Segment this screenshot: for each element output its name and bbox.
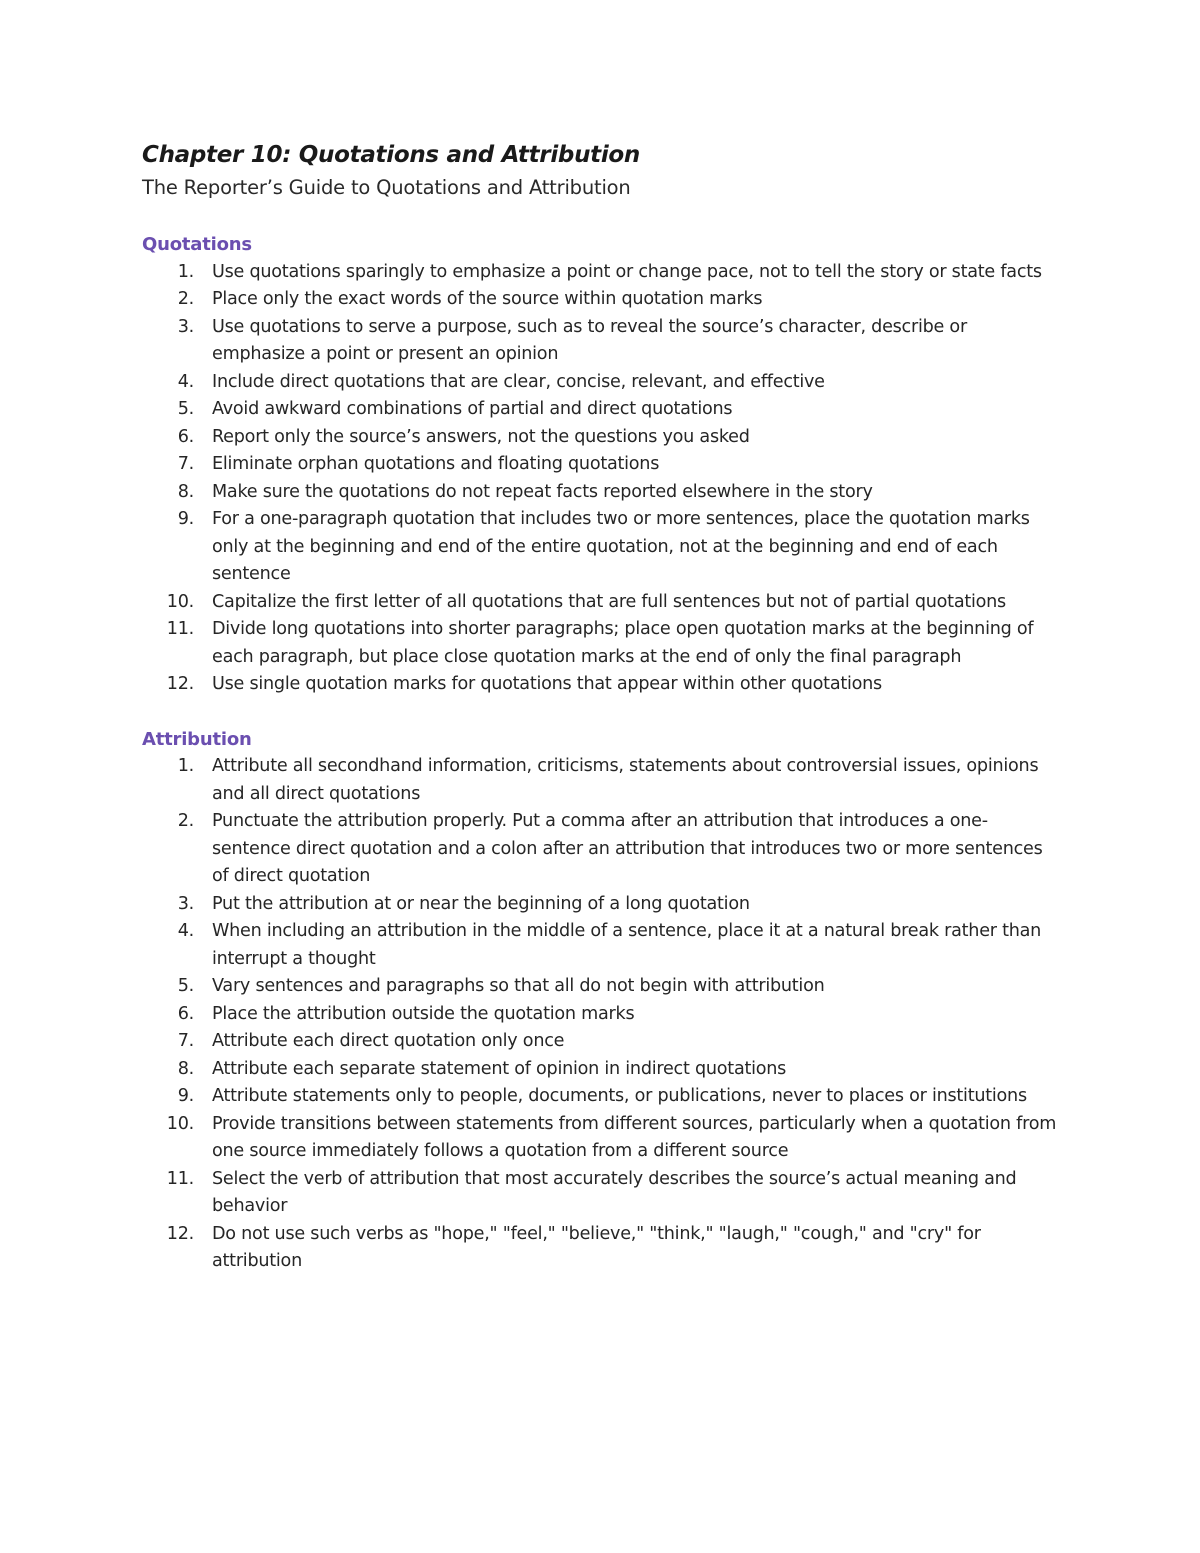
list-item-number: 2. xyxy=(177,289,194,309)
list-item-number: 12. xyxy=(166,674,194,694)
list-item xyxy=(142,808,1062,891)
list-item-number: 5. xyxy=(177,399,194,419)
list-item-text: Attribute each direct quotation only once xyxy=(212,1031,565,1051)
list-item-number: 6. xyxy=(177,1003,194,1024)
list-item-number: 4. xyxy=(177,921,194,941)
list-item-text: Make sure the quotations do not repeat facts reported elsewhere in the story xyxy=(212,481,873,502)
document-page xyxy=(142,138,1062,1276)
list-item xyxy=(142,259,1062,287)
list-item-text: Put the attribution at or near the beginning of a long quotation xyxy=(212,893,750,914)
list-item xyxy=(142,1028,1062,1056)
list-item xyxy=(142,1111,1062,1166)
quotations-heading: Quotations xyxy=(142,234,252,255)
attribution-list xyxy=(142,753,1062,1276)
list-item-number: 1. xyxy=(177,756,194,776)
list-item-text: Place the attribution outside the quotation marks xyxy=(212,1003,635,1024)
list-item xyxy=(142,753,1062,808)
list-item xyxy=(142,451,1062,479)
list-item-number: 7. xyxy=(177,1031,194,1051)
document-subtitle: The Reporter’s Guide to Quotations and Attribution xyxy=(142,176,631,199)
list-item-text: Attribute statements only to people, documents, or publications, never to places or institutions xyxy=(212,1086,1027,1106)
list-item-text: Avoid awkward combinations of partial and direct quotations xyxy=(212,399,733,419)
list-item-number: 4. xyxy=(177,371,194,392)
list-item-number: 9. xyxy=(177,1086,194,1106)
list-item-text: For a one-paragraph quotation that includes two or more sentences, place the quotation marks only at the beginning and end of the entire quotation, not at the beginning and end of each sentence xyxy=(212,509,1030,584)
list-item xyxy=(142,369,1062,397)
list-item xyxy=(142,1221,1062,1276)
list-item-text: Divide long quotations into shorter paragraphs; place open quotation marks at the beginning of each paragraph, but place close quotation marks at the end of only the final paragraph xyxy=(212,619,1034,667)
list-item-text: When including an attribution in the middle of a sentence, place it at a natural break rather than interrupt a thought xyxy=(212,921,1042,969)
list-item-number: 1. xyxy=(177,261,194,282)
list-item-number: 3. xyxy=(177,316,194,337)
list-item-text: Use single quotation marks for quotations that appear within other quotations xyxy=(212,674,882,694)
list-item xyxy=(142,973,1062,1001)
list-item xyxy=(142,1083,1062,1111)
list-item xyxy=(142,671,1062,699)
list-item-number: 10. xyxy=(166,1113,194,1134)
list-item xyxy=(142,314,1062,369)
list-item-text: Report only the source’s answers, not the questions you asked xyxy=(212,426,750,447)
list-item xyxy=(142,286,1062,314)
list-item-number: 9. xyxy=(177,509,194,529)
list-item-text: Eliminate orphan quotations and floating quotations xyxy=(212,454,660,474)
list-item-number: 8. xyxy=(177,1058,194,1079)
list-item-text: Vary sentences and paragraphs so that all do not begin with attribution xyxy=(212,976,825,996)
list-item-number: 7. xyxy=(177,454,194,474)
list-item-text: Attribute all secondhand information, criticisms, statements about controversial issues, opinions and all direct quotations xyxy=(212,756,1039,804)
list-item xyxy=(142,1166,1062,1221)
list-item-text: Punctuate the attribution properly. Put a comma after an attribution that introduces a one-sentence direct quotation and a colon after an attribution that introduces two or more sentences of direct quotation xyxy=(212,811,1043,886)
list-item xyxy=(142,589,1062,617)
list-item xyxy=(142,1001,1062,1029)
list-item xyxy=(142,616,1062,671)
list-item-text: Do not use such verbs as "hope," "feel," "believe," "think," "laugh," "cough," and "cry" for attribution xyxy=(212,1223,981,1271)
list-item-number: 12. xyxy=(166,1223,194,1244)
list-item-text: Select the verb of attribution that most accurately describes the source’s actual meaning and behavior xyxy=(212,1168,1017,1216)
list-item-text: Use quotations sparingly to emphasize a point or change pace, not to tell the story or state facts xyxy=(212,261,1042,282)
list-item-text: Attribute each separate statement of opinion in indirect quotations xyxy=(212,1058,787,1079)
chapter-title: Chapter 10: Quotations and Attribution xyxy=(142,142,641,168)
list-item-text: Use quotations to serve a purpose, such as to reveal the source’s character, describe or emphasize a point or present an opinion xyxy=(212,316,967,364)
list-item-text: Place only the exact words of the source within quotation marks xyxy=(212,289,763,309)
list-item xyxy=(142,891,1062,919)
list-item-number: 11. xyxy=(166,1168,194,1189)
list-item-text: Capitalize the first letter of all quotations that are full sentences but not of partial quotations xyxy=(212,591,1006,612)
list-item xyxy=(142,479,1062,507)
list-item-number: 8. xyxy=(177,481,194,502)
list-item-number: 5. xyxy=(177,976,194,996)
list-item xyxy=(142,424,1062,452)
list-item-number: 6. xyxy=(177,426,194,447)
attribution-heading: Attribution xyxy=(142,728,252,750)
list-item xyxy=(142,918,1062,973)
list-item-text: Include direct quotations that are clear, concise, relevant, and effective xyxy=(212,371,825,392)
list-item-number: 2. xyxy=(177,811,194,831)
list-item xyxy=(142,1056,1062,1084)
list-item xyxy=(142,396,1062,424)
list-item-number: 10. xyxy=(166,591,194,612)
list-item-number: 11. xyxy=(166,619,194,639)
list-item-number: 3. xyxy=(177,893,194,914)
quotations-list xyxy=(142,259,1062,699)
list-item-text: Provide transitions between statements from different sources, particularly when a quotation from one source immediately follows a quotation from a different source xyxy=(212,1113,1057,1161)
list-item xyxy=(142,506,1062,589)
